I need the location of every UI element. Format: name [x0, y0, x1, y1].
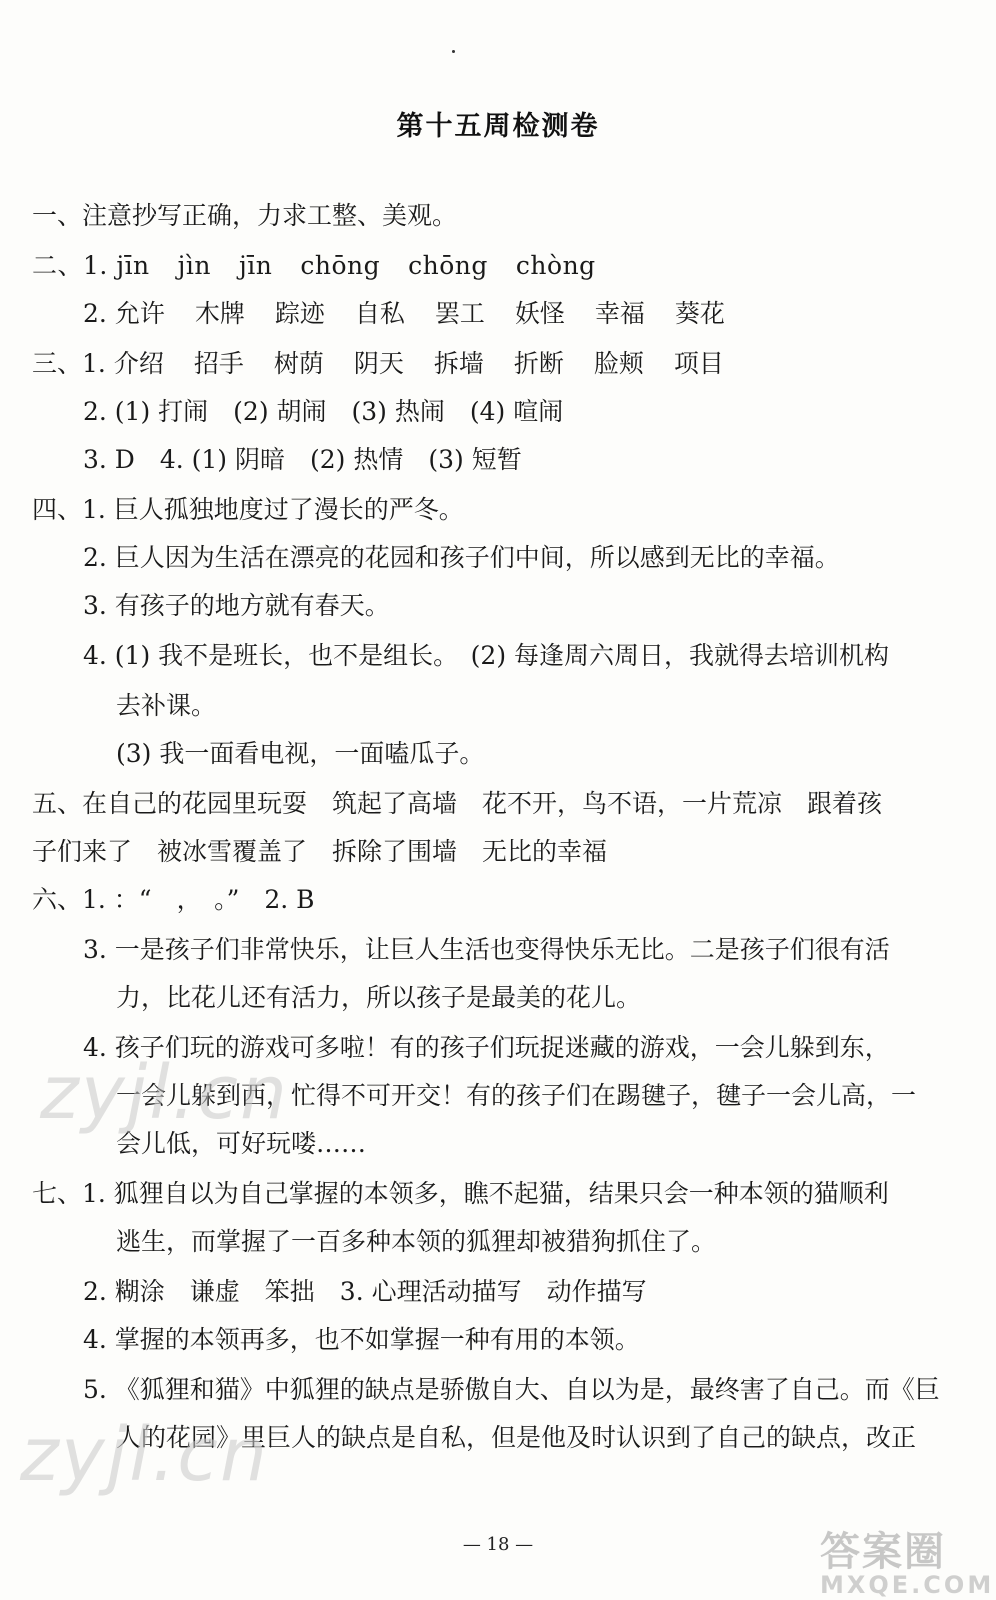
answer-line: 3. 一是孩子们非常快乐，让巨人生活也变得快乐无比。二是孩子们很有活: [83, 935, 890, 964]
answer-line: 4. 掌握的本领再多，也不如掌握一种有用的本领。: [83, 1325, 640, 1354]
answer-line: 4. 孩子们玩的游戏可多啦！有的孩子们玩捉迷藏的游戏，一会儿躲到东，: [83, 1033, 890, 1062]
answer-line-pinyin: [32, 250, 624, 282]
answer-line: 3. 有孩子的地方就有春天。: [83, 591, 390, 620]
scan-dot: [452, 50, 455, 53]
watermark: zyjl.cn: [40, 1050, 289, 1136]
site-logo: [820, 1520, 995, 1599]
answer-line: 力，比花儿还有活力，所以孩子是最美的花儿。: [116, 983, 642, 1012]
word-item: 罢工: [434, 299, 485, 328]
watermark: zyjl.cn: [20, 1412, 269, 1498]
answer-line: [32, 348, 754, 380]
logo-text: 答案圈: [820, 1529, 946, 1575]
word-list: [115, 299, 755, 328]
answer-line: 4. (1) 我不是班长，也不是组长。 (2) 每逢周六周日，我就得去培训机构: [83, 641, 890, 670]
item-prefix: 三、1.: [32, 349, 106, 378]
word-item: 幸福: [594, 299, 645, 328]
answer-line: 5. 《狐狸和猫》中狐狸的缺点是骄傲自大、自以为是，最终害了自己。而《巨: [83, 1375, 940, 1404]
answer-line: 一会儿躲到西，忙得不可开交！有的孩子们在踢毽子，毽子一会儿高，一: [116, 1081, 917, 1110]
word-item: 木牌: [194, 299, 245, 328]
item-prefix: 二、1.: [32, 251, 108, 280]
answer-line: 人的花园》里巨人的缺点是自私，但是他及时认识到了自己的缺点，改正: [116, 1423, 917, 1452]
answer-line: 四、1. 巨人孤独地度过了漫长的严冬。: [32, 495, 464, 524]
answer-line: 会儿低，可好玩喽……: [116, 1129, 367, 1158]
answer-line: 七、1. 狐狸自以为自己掌握的本领多，瞧不起猫，结果只会一种本领的猫顺利: [32, 1179, 889, 1208]
word-item: 葵花: [674, 299, 725, 328]
word-item: 项目: [673, 349, 724, 378]
word-list: [114, 349, 754, 378]
pinyin-list: [116, 251, 623, 280]
pinyin-item: jīn: [239, 251, 273, 280]
answer-line: 3. D 4. (1) 阴暗 (2) 热情 (3) 短暂: [83, 445, 522, 474]
word-item: 阴天: [353, 349, 404, 378]
word-item: 允许: [114, 299, 165, 328]
word-item: 招手: [193, 349, 244, 378]
answer-line: 逃生，而掌握了一百多种本领的狐狸却被猎狗抓住了。: [116, 1227, 717, 1256]
pinyin-item: chòng: [515, 251, 596, 280]
word-item: 妖怪: [514, 299, 565, 328]
pinyin-item: jīn: [116, 251, 150, 280]
answer-line: 2. 糊涂 谦虚 笨拙 3. 心理活动描写 动作描写: [83, 1277, 647, 1306]
pinyin-item: jìn: [177, 251, 212, 280]
answer-line: 五、在自己的花园里玩耍 筑起了高墙 花不开，鸟不语，一片荒凉 跟着孩: [32, 789, 883, 818]
page-title: 第十五周检测卷: [396, 111, 600, 142]
answer-line: [83, 298, 755, 330]
pinyin-item: chōng: [408, 251, 488, 280]
word-item: 介绍: [113, 349, 164, 378]
item-prefix: 2.: [83, 299, 107, 328]
logo-url: MXQE.COM: [820, 1571, 995, 1599]
word-item: 树荫: [273, 349, 324, 378]
answer-line: 去补课。: [116, 691, 217, 720]
word-item: 拆墙: [433, 349, 484, 378]
word-item: 脸颊: [593, 349, 644, 378]
answer-line: 六、1. ：“ ， 。” 2. B: [32, 885, 315, 914]
answer-line: (3) 我一面看电视，一面嗑瓜子。: [116, 739, 485, 768]
answer-line: 一、注意抄写正确，力求工整、美观。: [32, 201, 458, 230]
word-item: 踪迹: [274, 299, 325, 328]
word-item: 自私: [354, 299, 405, 328]
answer-line: 2. 巨人因为生活在漂亮的花园和孩子们中间，所以感到无比的幸福。: [83, 543, 840, 572]
answer-line: 子们来了 被冰雪覆盖了 拆除了围墙 无比的幸福: [32, 837, 608, 866]
word-item: 折断: [513, 349, 564, 378]
page-number: — 18 —: [462, 1534, 534, 1555]
pinyin-item: chōng: [300, 251, 381, 280]
answer-line: 2. (1) 打闹 (2) 胡闹 (3) 热闹 (4) 喧闹: [83, 397, 564, 426]
